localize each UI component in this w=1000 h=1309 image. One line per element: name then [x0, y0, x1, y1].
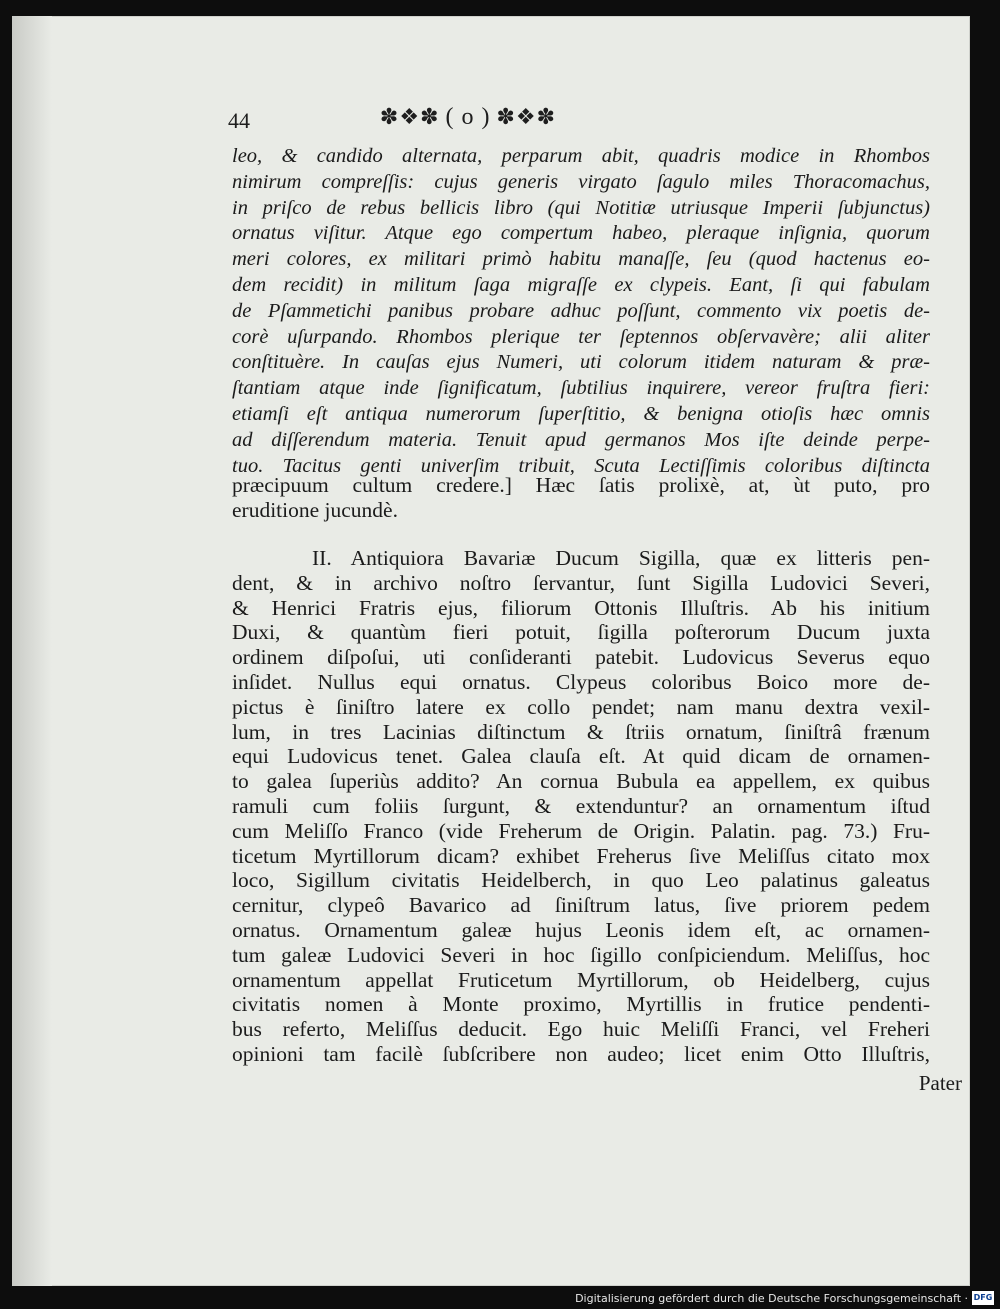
ornament-center-mark: ( o ) — [445, 104, 491, 130]
footer-credit: Digitalisierung gefördert durch die Deutsche Forschungsgemeinschaft · — [575, 1292, 968, 1305]
running-header — [228, 104, 708, 138]
text-line: opinioni tam facilè ſubſcribere non audeo; licet enim Otto Illuſtris, — [232, 1041, 930, 1066]
text-line: tum galeæ Ludovici Severi in hoc ſigillo conſpiciendum. Meliſſus, hoc — [232, 942, 930, 967]
page-number: 44 — [228, 108, 250, 133]
text-line: cum Meliſſo Franco (vide Freherum de Origin. Palatin. pag. 73.) Fru- — [232, 818, 930, 843]
italic-line: ad diſſerendum materia. Tenuit apud germanos Mos iſte deinde perpe- — [232, 428, 930, 451]
text-line: ordinem diſpoſui, uti conſideranti patebit. Ludovicus Severus equo — [232, 645, 930, 670]
italic-line: etiamſi eſt antiqua numerorum ſuperſtitio, & benigna otioſis hæc omnis — [232, 402, 930, 425]
italic-line: conſtituère. In cauſas ejus Numeri, uti colorum itidem naturam & præ- — [232, 351, 930, 374]
text-line: ramuli cum foliis ſurgunt, & extenduntur? an ornamentum iſtud — [232, 793, 930, 818]
text-line: bus referto, Meliſſus deducit. Ego huic Meliſſi Franci, vel Freheri — [232, 1017, 930, 1042]
italic-line: leo, & candido alternata, perparum abit, quadris modice in Rhombos — [232, 145, 930, 167]
italic-line: nimirum compreſſis: cujus generis virgato ſagulo miles Thoracomachus, — [232, 170, 930, 193]
italic-line: ſtantiam atque inde ſignificatum, ſubtilius inquirere, vereor fruſtra fieri: — [232, 377, 930, 400]
text-line: dent, & in archivo noſtro ſervantur, ſunt Sigilla Ludovici Severi, — [232, 570, 930, 595]
text-line: & Henrici Fratris ejus, filiorum Ottonis Illuſtris. Ab his initium — [232, 595, 930, 620]
text-line: equi Ludovicus tenet. Galea clauſa eſt. At quid dicam de ornamen- — [232, 744, 930, 769]
italic-line: ornatus viſitur. Atque ego compertum habeo, pleraque inſignia, quorum — [232, 222, 930, 245]
text-line: to galea ſuperiùs addito? An cornua Bubula ea appellem, ex quibus — [232, 769, 930, 794]
text-line: cernitur, clypeô Bavarico ad ſiniſtrum latus, ſive priorem pedem — [232, 893, 930, 918]
text-line: præcipuum cultum credere.] Hæc ſatis prolixè, at, ùt puto, pro — [232, 473, 930, 497]
digitization-footer — [0, 1286, 1000, 1309]
paragraph-one-ending — [232, 473, 930, 523]
italic-quotation-block — [232, 144, 930, 479]
italic-line: meri colores, ex militari primò habitu manaſſe, ſeu (quod hactenus eo- — [232, 248, 930, 271]
text-line-first: II. Antiquiora Bavariæ Ducum Sigilla, quæ ex litteris pen- — [312, 546, 930, 570]
text-line: lum, in tres Lacinias diſtinctum & ſtriis ornatum, ſiniſtrâ frænum — [232, 719, 930, 744]
italic-line: corè uſurpando. Rhombos plerique ter ſeptennos obſervavère; alii aliter — [232, 325, 930, 348]
italic-line: dem recidit) in militum ſaga migraſſe ex clypeis. Eant, ſi qui fabulam — [232, 273, 930, 296]
text-line: Duxi, & quantùm fieri potuit, ſigilla poſterorum Ducum juxta — [232, 620, 930, 645]
spine-shadow — [12, 16, 52, 1286]
text-line: pictus è ſiniſtro latere ex collo pendet; nam manu dextra vexil- — [232, 694, 930, 719]
catchword: Pater — [918, 1071, 962, 1095]
text-line: ornatus. Ornamentum galeæ hujus Leonis idem eſt, ac ornamen- — [232, 917, 930, 942]
text-line: civitatis nomen à Monte proximo, Myrtillis in frutice pendenti- — [232, 992, 930, 1017]
text-line: loco, Sigillum civitatis Heidelberch, in quo Leo palatinus galeatus — [232, 868, 930, 893]
ornament-right-icon: ✽❖✽ — [496, 105, 557, 130]
text-line: ornamentum appellat Fruticetum Myrtillorum, ob Heidelberg, cujus — [232, 967, 930, 992]
text-line: eruditione jucundè. — [232, 497, 398, 522]
text-line: inſidet. Nullus equi ornatus. Clypeus coloribus Boico more de- — [232, 669, 930, 694]
italic-line: in priſco de rebus bellicis libro (qui Notitiæ utriusque Imperii ſubjunctus) — [232, 196, 930, 219]
ornament-left-icon: ✽❖✽ — [379, 105, 440, 130]
text-line: ticetum Myrtillorum dicam? exhibet Freherus ſive Meliſſus citato mox — [232, 843, 930, 868]
dfg-logo-icon: DFG — [972, 1291, 994, 1305]
italic-line: de Pſammetichi panibus probare adhuc poſſunt, commento vix poetis de- — [232, 299, 930, 322]
header-ornament — [380, 104, 556, 131]
italic-line: tuo. Tacitus genti univerſim tribuit, Scuta Lectiſſimis coloribus diſtincta — [232, 454, 930, 477]
paragraph-two — [232, 546, 930, 1067]
